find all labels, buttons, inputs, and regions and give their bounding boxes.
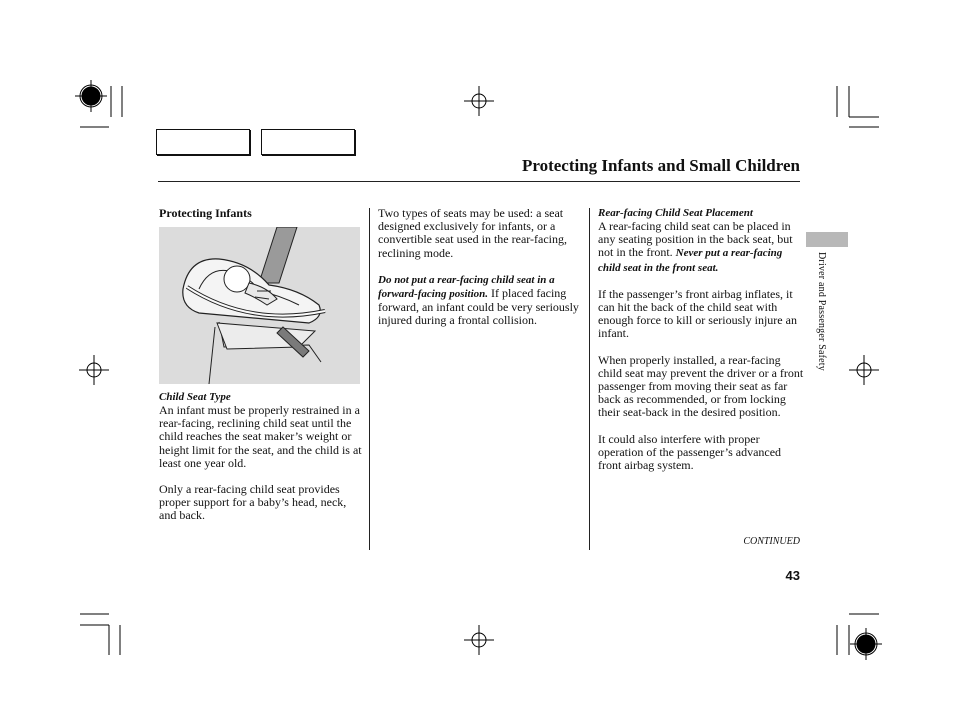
registration-mark-left-middle [79,355,109,385]
column1-paragraph-1: An infant must be properly restrained in a rear-facing, reclining child seat until the child reaches the seat maker’s weight or height limit for the seat, and the child is at least one year old. [159,403,362,470]
section-tab-label: Driver and Passenger Safety [816,252,827,371]
column-divider-2 [589,208,590,550]
column-divider-1 [369,208,370,550]
placement-subheading: Rear-facing Child Seat Placement [598,207,753,219]
section-heading: Protecting Infants [159,206,252,220]
column1-body [159,404,363,536]
column3-paragraph-1-bold: Never put a rear-facing child seat in the front seat. [598,247,783,274]
column3-body [598,220,804,485]
column3-paragraph-4: It could also interfere with proper operation of the passenger’s advanced front airbag system. [598,431,782,473]
child-seat-illustration [159,227,360,384]
rear-facing-infant-seat-illustration-icon [159,227,360,384]
column3-paragraph-1-text: A rear-facing child seat can be placed in any seating position in the back seat, but not in the front. [598,219,793,260]
registration-mark-bottom-right [850,628,882,660]
column2-body [378,207,582,341]
column1-paragraph-2: Only a rear-facing child seat provides proper support for a baby’s head, neck, and back. [159,482,347,523]
page-title: Protecting Infants and Small Children [521,156,800,175]
column2-warning [378,273,582,328]
column3-paragraph-1 [598,220,804,275]
column2-warning-rest: If placed facing forward, an infant could be very seriously injured during a frontal collision. [378,286,579,328]
page-number: 43 [785,568,800,583]
header-tab-box-1[interactable] [156,129,250,155]
registration-mark-right-middle [849,355,879,385]
column3-paragraph-2: If the passenger’s front airbag inflates, it can hit the back of the child seat with enough force to kill or seriously injure an infant. [598,286,797,341]
child-seat-type-subheading: Child Seat Type [159,391,231,403]
header-tab-box-2[interactable] [261,129,355,155]
title-rule [158,181,800,182]
section-tab-marker[interactable] [806,232,848,247]
column2-paragraph-1: Two types of seats may be used: a seat designed exclusively for infants, or a convertible seat used in the rear-facing, reclining mode. [378,206,568,260]
continued-label: CONTINUED [743,536,800,547]
registration-mark-top-center [464,86,494,116]
column2-warning-bold: Do not put a rear-facing child seat in a forward-facing position. [378,273,555,301]
column3-paragraph-3: When properly installed, a rear-facing child seat may prevent the driver or a front passenger from moving their seat as far back as recommended, or from locking their seat-back in the desired position. [598,352,804,420]
registration-mark-bottom-center [464,625,494,655]
registration-mark-top-left [75,80,107,112]
